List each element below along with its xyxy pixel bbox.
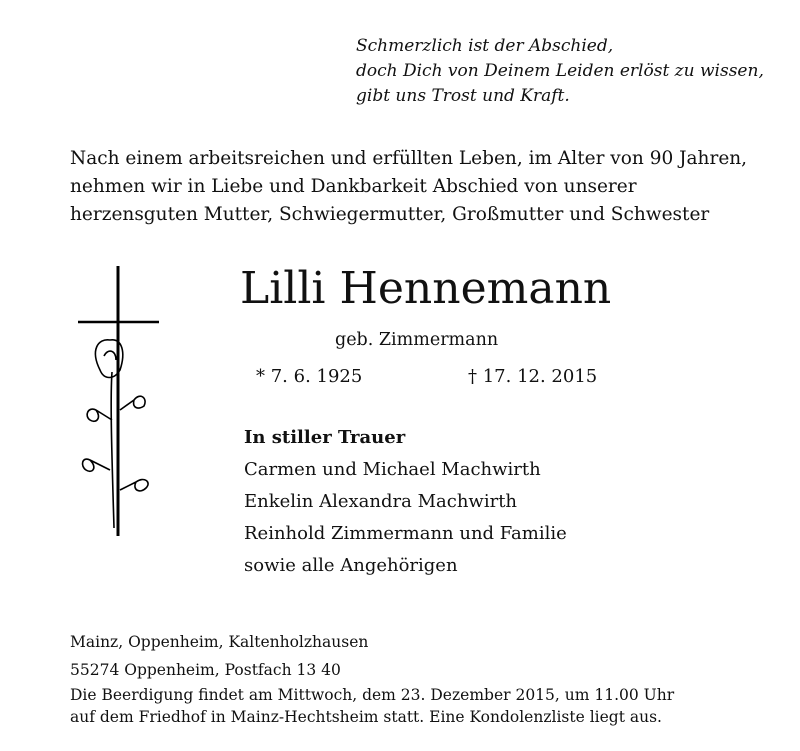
poem (356, 34, 764, 109)
mourners (244, 422, 567, 582)
funeral-info (70, 684, 674, 728)
funeral-line: auf dem Friedhof in Mainz-Hechtsheim statt. Eine Kondolenzliste liegt aus. (70, 708, 662, 726)
maiden-name: geb. Zimmermann (335, 330, 499, 350)
mourner-line: sowie alle Angehörigen (244, 555, 458, 576)
address (70, 628, 368, 684)
poem-line: gibt uns Trost und Kraft. (356, 86, 570, 106)
intro-line: herzensguten Mutter, Schwiegermutter, Großmutter und Schwester (70, 204, 710, 225)
poem-line: Schmerzlich ist der Abschied, (356, 36, 614, 56)
mourner-line: Reinhold Zimmermann und Familie (244, 523, 567, 544)
address-line: Mainz, Oppenheim, Kaltenholzhausen (70, 633, 369, 651)
intro-line: nehmen wir in Liebe und Dankbarkeit Abschied von unserer (70, 176, 637, 197)
cross-rose-icon (60, 260, 180, 550)
mourners-heading: In stiller Trauer (244, 427, 406, 448)
mourner-line: Carmen und Michael Machwirth (244, 459, 541, 480)
mourner-line: Enkelin Alexandra Machwirth (244, 491, 518, 512)
intro-text (70, 145, 747, 229)
birth-date: * 7. 6. 1925 (256, 366, 363, 387)
address-line: 55274 Oppenheim, Postfach 13 40 (70, 661, 341, 679)
deceased-name: Lilli Hennemann (240, 263, 612, 314)
intro-line: Nach einem arbeitsreichen und erfüllten Leben, im Alter von 90 Jahren, (70, 148, 748, 169)
death-date: † 17. 12. 2015 (468, 366, 598, 387)
funeral-line: Die Beerdigung findet am Mittwoch, dem 23. Dezember 2015, um 11.00 Uhr (70, 686, 675, 704)
poem-line: doch Dich von Deinem Leiden erlöst zu wissen, (356, 61, 764, 81)
